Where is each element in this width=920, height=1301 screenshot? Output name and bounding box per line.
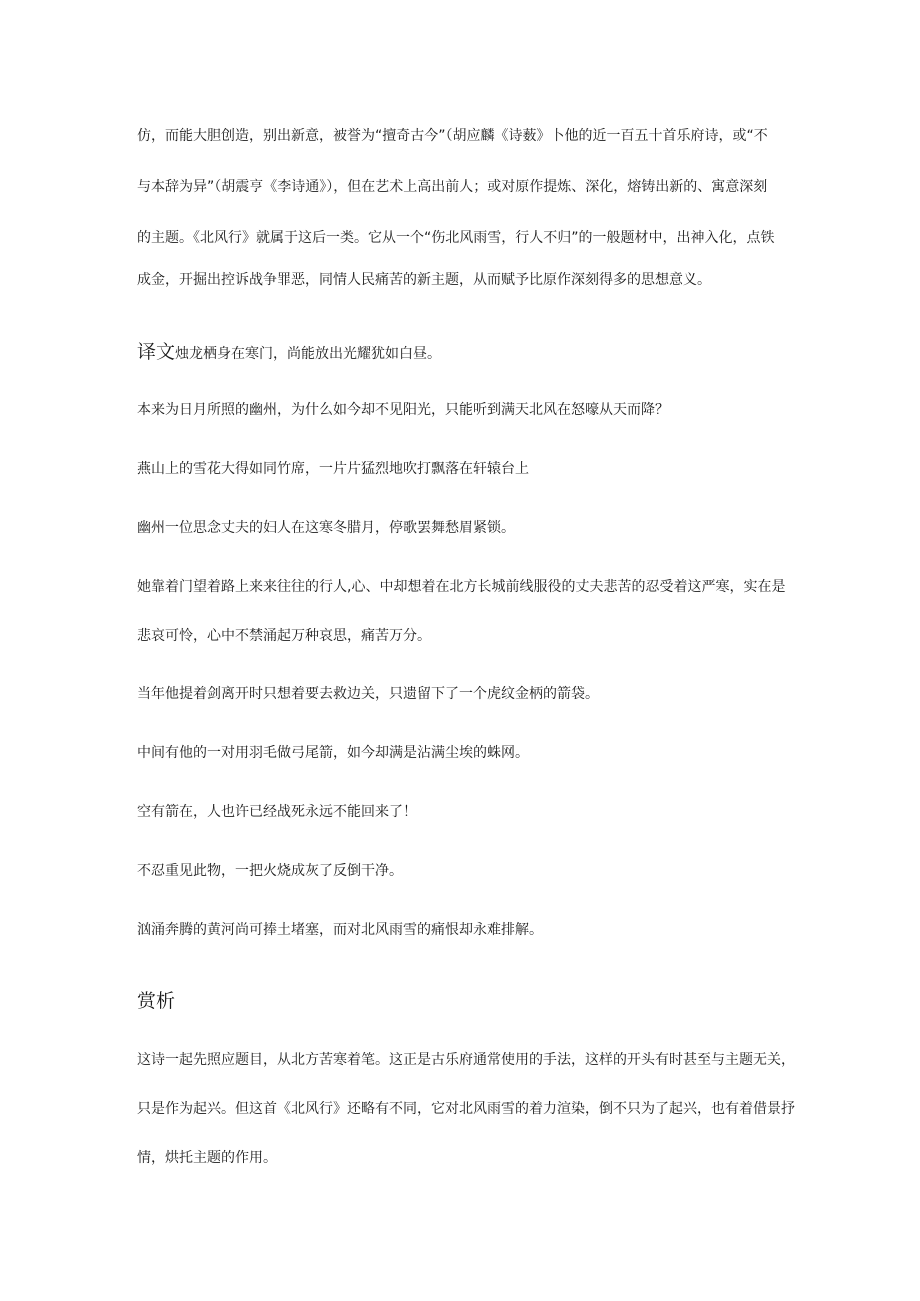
translation-first-line <box>137 342 441 364</box>
appreciation-line-3: 情，烘托主题的作用。 <box>137 1150 277 1166</box>
translation-line-10: 不忍重见此物，一把火烧成灰了反倒干净。 <box>137 863 403 879</box>
translation-line-3: 燕山上的雪花大得如同竹席，一片片猛烈地吹打飘落在轩辕台上 <box>137 461 529 477</box>
translation-line-11: 汹涌奔腾的黄河尚可捧土堵塞，而对北风雨雪的痛恨却永难排解。 <box>137 922 543 938</box>
translation-heading: 译文 <box>137 341 176 363</box>
intro-line-4: 成金，开掘出控诉战争罪恶，同情人民痛苦的新主题，从而赋予比原作深刻得多的思想意义。 <box>137 272 711 288</box>
translation-line-5: 她靠着门望着路上来来往往的行人,心、中却想着在北方长城前线服役的丈夫悲苦的忍受着这严寒，实在是 <box>137 579 786 595</box>
translation-line-1: 烛龙栖身在寒门，尚能放出光耀犹如白昼。 <box>175 346 442 362</box>
appreciation-line-1: 这诗一起先照应题目，从北方苦寒着笔。这正是古乐府通常使用的手法，这样的开头有时甚至与主题无关， <box>137 1052 795 1068</box>
translation-line-8: 中间有他的一对用羽毛做弓尾箭，如今却满是沾满尘埃的蛛网。 <box>137 745 529 761</box>
translation-line-2: 本来为日月所照的幽州，为什么如今却不见阳光，只能听到满天北风在怒嚎从天而降？ <box>137 402 669 418</box>
translation-line-9: 空有箭在，人也许已经战死永远不能回来了！ <box>137 804 417 820</box>
intro-line-2: 与本辞为异”（胡震亨《李诗通》），但在艺术上高出前人；或对原作提炼、深化，熔铸出新的、寓意深刻 <box>137 179 768 195</box>
translation-line-7: 当年他提着剑离开时只想着要去救边关，只遗留下了一个虎纹金柄的箭袋。 <box>137 686 599 702</box>
translation-line-6: 悲哀可怜，心中不禁涌起万种哀思，痛苦万分。 <box>137 628 431 644</box>
appreciation-heading: 赏析 <box>137 990 176 1012</box>
appreciation-line-2: 只是作为起兴。但这首《北风行》还略有不同，它对北风雨雪的着力渲染，倒不只为了起兴，也有着借景抒 <box>137 1101 795 1117</box>
intro-line-3: 的主题。《北风行》就属于这后一类。它从一个“伤北风雨雪，行人不归”的一般题材中，出神入化，点铁 <box>137 230 775 246</box>
intro-line-1: 仿，而能大胆创造，别出新意，被誉为“擅奇古今”（胡应麟《诗薮》卜他的近一百五十首乐府诗，或“不 <box>137 128 768 144</box>
translation-line-4: 幽州一位思念丈夫的妇人在这寒冬腊月，停歌罢舞愁眉紧锁。 <box>137 520 515 536</box>
